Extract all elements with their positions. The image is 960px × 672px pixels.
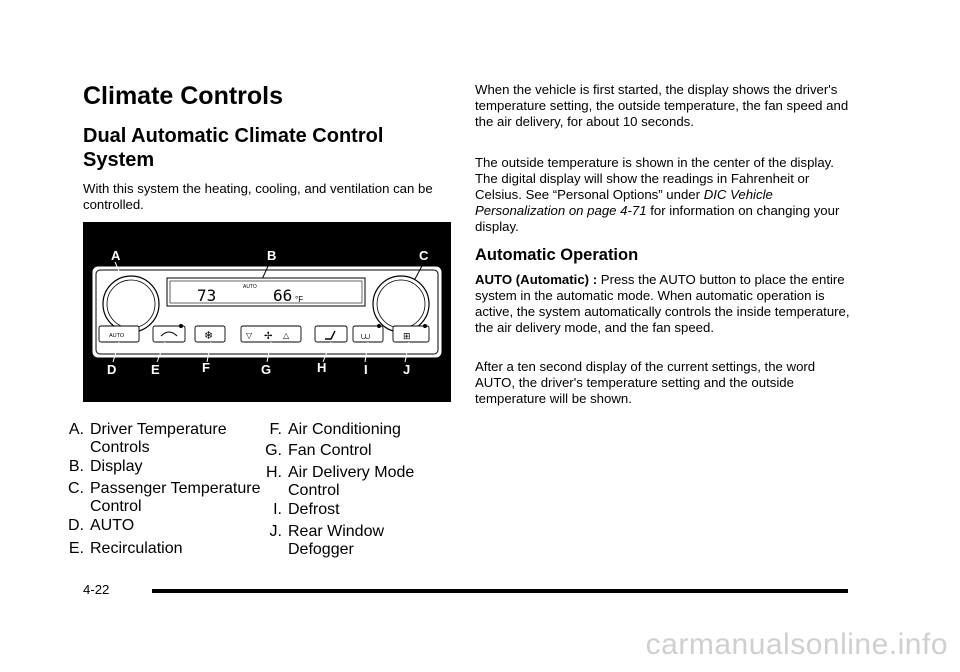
climate-control-diagram	[83, 222, 451, 402]
driver-temp-knob	[103, 276, 159, 332]
paragraph-outside-temp	[475, 155, 855, 235]
auto-paragraph	[475, 272, 855, 336]
automatic-operation-heading: Automatic Operation	[475, 246, 639, 264]
fan-icon: ✢	[264, 331, 273, 342]
auto-button-label: AUTO	[109, 333, 125, 339]
legend-item-c: C. Passenger Temperature Control	[68, 480, 261, 515]
dic-personalization-link[interactable]: DIC Vehicle Personalization on page 4‑71	[475, 187, 773, 218]
display-mode: AUTO	[243, 284, 257, 290]
display-right-temp: 66	[273, 286, 293, 305]
paragraph-outside-temp-tail: for information on changing your display.	[475, 203, 840, 234]
auto-label: AUTO (Automatic) :	[475, 272, 598, 287]
callout-d: D	[107, 362, 117, 377]
callout-b: B	[267, 248, 277, 263]
legend-item-f: F. Air Conditioning	[269, 421, 401, 438]
callout-f: F	[202, 360, 210, 375]
paragraph-outside-temp-text: The outside temperature is shown in the center of the display. The digital display will show the readings in Fahrenheit or Celsius. See “Personal Options” under	[475, 155, 834, 202]
legend-item-g: G. Fan Control	[265, 442, 372, 459]
legend-item-b: B. Display	[68, 458, 143, 475]
display-unit: °F	[295, 295, 304, 304]
fan-down-icon: ▽	[246, 331, 253, 340]
rear-defogger-icon: ⊞	[403, 332, 411, 342]
page-title: Climate Controls	[83, 82, 284, 110]
defrost-icon: ⩊	[361, 332, 371, 342]
callout-c: C	[419, 248, 429, 263]
snowflake-icon: ❄	[204, 329, 214, 342]
callout-h: H	[317, 360, 327, 375]
callout-g: G	[261, 362, 272, 377]
paragraph-after-display: After a ten second display of the current settings, the word AUTO, the driver's temperature setting and the outside temperature will be shown.	[475, 359, 816, 406]
footer-rule	[152, 589, 848, 593]
legend-item-j: J. Rear Window Defogger	[269, 523, 385, 558]
legend-item-e: E. Recirculation	[68, 540, 183, 557]
climate-panel-illustration	[83, 222, 451, 402]
paragraph-first-start: When the vehicle is first started, the display shows the driver's temperature setting, the outside temperature, the fan speed and the air delivery, for about 10 seconds.	[475, 82, 849, 129]
auto-text: Press the AUTO button to place the entire system in the automatic mode. When automatic operation is active, the system automatically controls the inside temperature, the air delivery mode, and the fan speed.	[475, 272, 850, 335]
passenger-temp-knob	[373, 276, 429, 332]
callout-e: E	[151, 362, 160, 377]
callout-a: A	[111, 248, 121, 263]
legend-item-d: D. AUTO	[68, 517, 135, 534]
intro-paragraph: With this system the heating, cooling, and ventilation can be controlled.	[83, 181, 433, 212]
display-left-temp: 73	[197, 286, 217, 305]
callout-j: J	[403, 362, 411, 377]
legend-item-h: H. Air Delivery Mode Control	[266, 464, 415, 499]
legend-item-a: A. Driver Temperature Controls	[68, 421, 227, 456]
rear-defogger-button	[393, 326, 429, 342]
watermark: carmanualsonline.info	[645, 628, 948, 661]
callout-i: I	[364, 362, 368, 377]
fan-up-icon: △	[283, 331, 290, 340]
section-heading: Dual Automatic Climate Control System	[83, 125, 384, 171]
recirculation-button	[153, 326, 185, 342]
legend-item-i: I. Defrost	[273, 501, 340, 518]
page-number: 4-22	[83, 582, 110, 597]
